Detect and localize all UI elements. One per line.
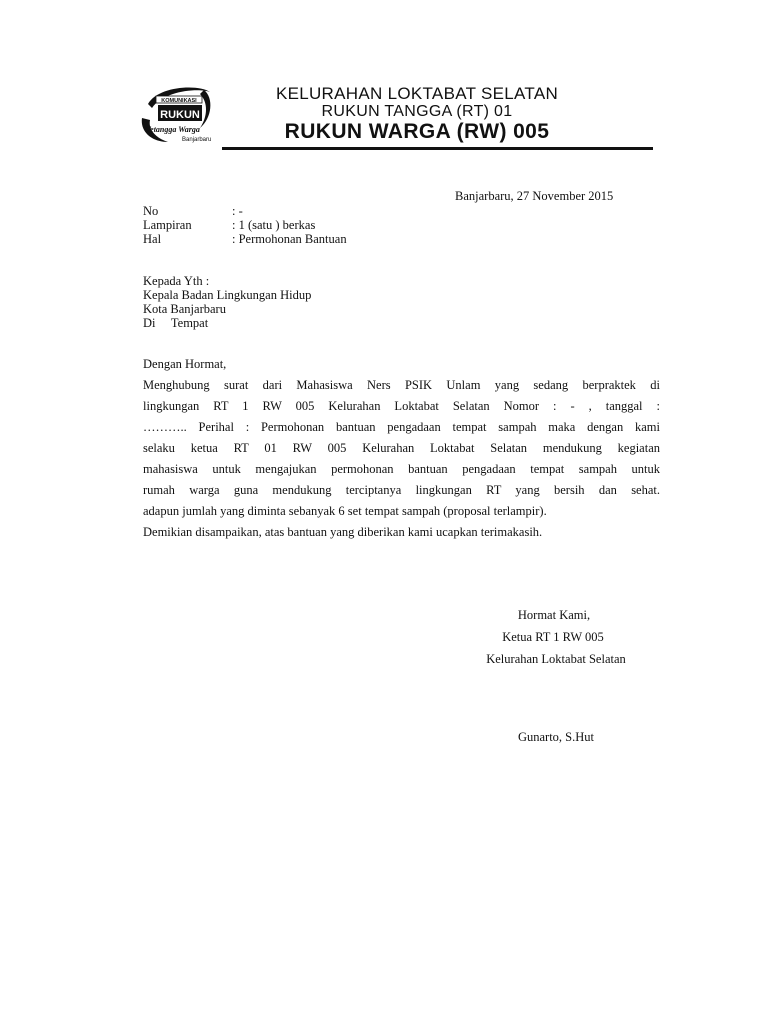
recipient-line: Kepada Yth :	[143, 274, 210, 288]
closing-salutation: Hormat Kami,	[517, 608, 591, 622]
meta-label-lampiran: Lampiran	[143, 218, 192, 232]
letterhead-line-2: RUKUN TANGGA (RT) 01	[321, 103, 513, 120]
body-line: lingkungan RT 1 RW 005 Kelurahan Loktabat Selatan Nomor : - , tanggal :	[143, 399, 660, 413]
signatory-name: Gunarto, S.Hut	[517, 730, 595, 744]
body-line: adapun jumlah yang diminta sebanyak 6 set tempat sampah (proposal terlampir).	[143, 504, 547, 518]
recipient-line: Kota Banjarbaru	[143, 302, 226, 316]
body-line: selaku ketua RT 01 RW 005 Kelurahan Loktabat Selatan mendukung kegiatan	[143, 441, 660, 455]
logo-script-text: Tetangga Warga	[146, 125, 200, 134]
letter-body	[143, 375, 660, 543]
body-line: Menghubung surat dari Mahasiswa Ners PSIK Unlam yang sedang berpraktek di	[143, 378, 660, 392]
body-line: Demikian disampaikan, atas bantuan yang diberikan kami ucapkan terimakasih.	[143, 525, 543, 539]
rt-logo	[138, 84, 224, 146]
meta-label-no: No	[143, 204, 159, 218]
logo-mid-text: RUKUN	[160, 109, 200, 121]
greeting: Dengan Hormat,	[143, 357, 227, 371]
meta-label-hal: Hal	[143, 232, 162, 246]
letter-date: Banjarbaru, 27 November 2015	[455, 189, 614, 203]
recipient-line: Kepala Badan Lingkungan Hidup	[143, 288, 312, 302]
logo-place-text: Banjarbaru	[182, 137, 212, 143]
letterhead-line-3: RUKUN WARGA (RW) 005	[284, 120, 550, 143]
body-line: ……….. Perihal : Permohonan bantuan pengadaan tempat sampah maka dengan kami	[143, 420, 660, 434]
closing-title: Ketua RT 1 RW 005	[502, 630, 604, 644]
recipient-line: Di Tempat	[143, 316, 209, 330]
body-line: mahasiswa untuk mengajukan permohonan bantuan pengadaan tempat sampah untuk	[143, 462, 660, 476]
letterhead-line-1: KELURAHAN LOKTABAT SELATAN	[275, 84, 559, 103]
body-line: rumah warga guna mendukung terciptanya lingkungan RT yang bersih dan sehat.	[143, 483, 660, 497]
meta-value-no: : -	[232, 204, 243, 218]
meta-value-lampiran: : 1 (satu ) berkas	[232, 218, 316, 232]
logo-top-text: KOMUNIKASI	[161, 98, 197, 104]
letterhead-divider	[222, 147, 653, 150]
meta-value-hal: : Permohonan Bantuan	[232, 232, 347, 246]
closing-office: Kelurahan Loktabat Selatan	[486, 652, 626, 666]
